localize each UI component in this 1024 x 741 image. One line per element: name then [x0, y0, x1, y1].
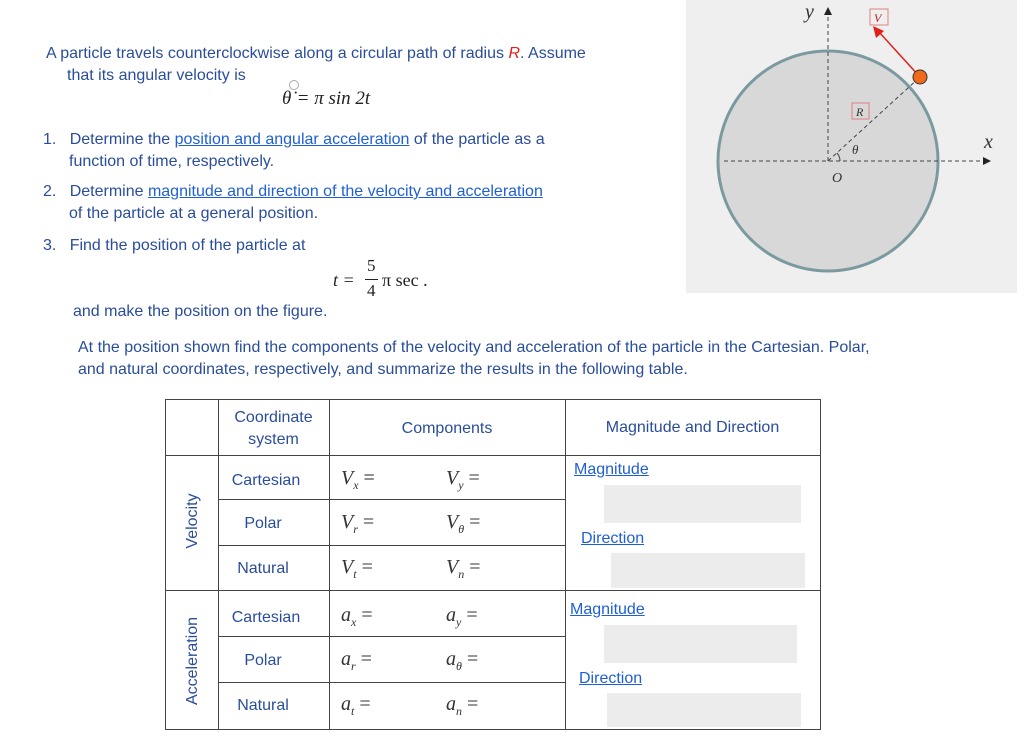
- row-system-label: Natural: [237, 560, 289, 577]
- instruction-line-2: and natural coordinates, respectively, and summarize the results in the following table.: [78, 361, 688, 378]
- velocity-magnitude-label[interactable]: Magnitude: [574, 461, 649, 478]
- component-entry: $a_\theta$ =: [446, 648, 479, 673]
- make-position-text: and make the position on the figure.: [73, 303, 328, 320]
- cursor-circle-icon: [289, 80, 299, 90]
- component-entry: $a_n$ =: [446, 693, 479, 718]
- intro-line-1: A particle travels counterclockwise along a circular path of radius R. Assume: [46, 45, 586, 62]
- component-entry: $a_t$ =: [341, 693, 371, 718]
- component-entry: $a_r$ =: [341, 648, 372, 673]
- origin-label: O: [832, 171, 843, 186]
- table-border: [165, 455, 821, 456]
- task-1: 1. Determine the position and angular acceleration of the particle as a: [43, 131, 545, 148]
- component-entry: $V_n$ =: [446, 556, 481, 581]
- x-label: x: [984, 131, 993, 153]
- intro-line-2: that its angular velocity is: [67, 67, 246, 84]
- row-system-label: Cartesian: [231, 472, 301, 489]
- component-entry: $V_r$ =: [341, 511, 375, 536]
- time-equation: t = 5 4 π sec .: [333, 256, 428, 300]
- row-system-label: Cartesian: [231, 609, 301, 626]
- r-label: R: [856, 105, 864, 119]
- velocity-direction-label[interactable]: Direction: [581, 530, 645, 547]
- instruction-line-1: At the position shown find the components of the velocity and acceleration of the particle in the Cartesian. Polar,: [78, 339, 870, 356]
- component-entry: $V_y$ =: [446, 467, 480, 492]
- header-magnitude-direction: Magnitude and Direction: [605, 419, 780, 436]
- circle-figure: [686, 0, 1017, 293]
- acceleration-magnitude-answer-box[interactable]: [604, 625, 797, 663]
- acceleration-direction-answer-box[interactable]: [607, 693, 801, 727]
- table-border: [329, 399, 330, 730]
- theta-label: θ: [852, 142, 859, 157]
- fraction-bar: [365, 279, 378, 280]
- component-entry: $V_t$ =: [341, 556, 373, 581]
- task-1-line-2: function of time, respectively.: [69, 153, 275, 170]
- table-border: [218, 636, 565, 637]
- table-border: [165, 399, 821, 400]
- y-label: y: [805, 1, 814, 23]
- table-border: [165, 399, 166, 730]
- table-border: [820, 399, 821, 730]
- task-2-line-2: of the particle at a general position.: [69, 205, 319, 222]
- component-entry: $a_y$ =: [446, 604, 478, 629]
- particle[interactable]: [913, 70, 927, 84]
- task-2-link[interactable]: magnitude and direction of the velocity and acceleration: [147, 183, 543, 200]
- task-2: 2. Determine magnitude and direction of the velocity and acceleration: [43, 183, 543, 200]
- table-border: [218, 499, 565, 500]
- acceleration-direction-label[interactable]: Direction: [579, 670, 643, 687]
- header-coordinate-system: Coordinate system: [234, 409, 313, 448]
- table-border: [565, 399, 566, 730]
- table-border: [218, 545, 565, 546]
- v-label: V: [874, 11, 882, 25]
- angular-velocity-equation: θ̇ = π sin 2t: [282, 88, 371, 109]
- row-system-label: Polar: [244, 515, 282, 532]
- component-entry: $V_\theta$ =: [446, 511, 481, 536]
- component-entry: $a_x$ =: [341, 604, 373, 629]
- table-border: [165, 590, 821, 591]
- header-components: Components: [401, 420, 493, 437]
- group-velocity: Velocity: [184, 493, 201, 549]
- group-acceleration: Acceleration: [184, 616, 201, 706]
- velocity-magnitude-answer-box[interactable]: [604, 485, 801, 523]
- row-system-label: Polar: [244, 652, 282, 669]
- task-1-link[interactable]: position and angular acceleration: [174, 131, 410, 148]
- velocity-direction-answer-box[interactable]: [611, 553, 805, 588]
- component-entry: $V_x$ =: [341, 467, 375, 492]
- task-3: 3. Find the position of the particle at: [43, 237, 306, 254]
- radius-symbol: R: [508, 45, 521, 62]
- acceleration-magnitude-label[interactable]: Magnitude: [570, 601, 645, 618]
- table-border: [165, 729, 821, 730]
- table-border: [218, 682, 565, 683]
- row-system-label: Natural: [237, 697, 289, 714]
